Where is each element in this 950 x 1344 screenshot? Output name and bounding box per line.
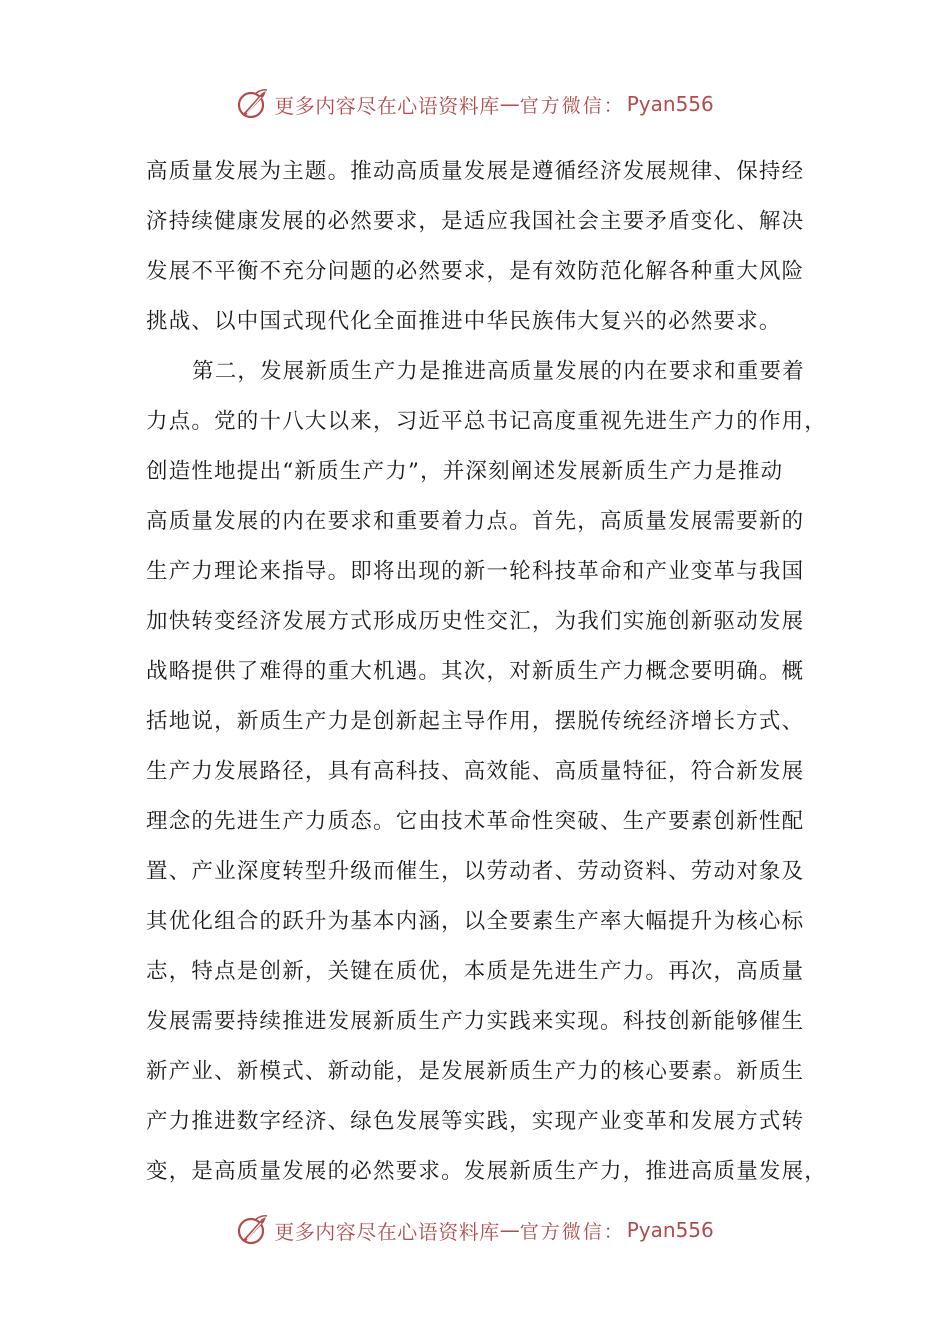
text-line: 置、产业深度转型升级而催生，以劳动者、劳动资料、劳动对象及 bbox=[146, 859, 805, 884]
header-banner-text: 更多内容尽在心语资料库 bbox=[274, 93, 500, 118]
text-line: 高质量发展的内在要求和重要着力点。首先，高质量发展需要新的 bbox=[146, 509, 805, 534]
text-line: 其优化组合的跃升为基本内涵，以全要素生产率大幅提升为核心标 bbox=[146, 909, 805, 934]
quill-logo-icon bbox=[236, 87, 270, 121]
text-line: 括地说，新质生产力是创新起主导作用，摆脱传统经济增长方式、 bbox=[146, 709, 805, 734]
text-line: 高质量发展为主题。推动高质量发展是遵循经济发展规律、保持经 bbox=[146, 159, 805, 184]
text-line: 生产力发展路径，具有高科技、高效能、高质量特征，符合新发展 bbox=[146, 759, 805, 784]
text-line: 加快转变经济发展方式形成历史性交汇，为我们实施创新驱动发展 bbox=[146, 609, 805, 634]
header-banner-wechat-id: Pyan556 bbox=[626, 92, 714, 116]
text-line: 生产力理论来指导。即将出现的新一轮科技革命和产业变革与我国 bbox=[146, 559, 805, 584]
text-line: 挑战、以中国式现代化全面推进中华民族伟大复兴的必然要求。 bbox=[146, 309, 782, 334]
paragraph-start-line: 第二，发展新质生产力是推进高质量发展的内在要求和重要着 bbox=[192, 359, 805, 384]
text-line: 创造性地提出“新质生产力”，并深刻阐述发展新质生产力是推动 bbox=[146, 459, 784, 484]
footer-banner bbox=[0, 1208, 950, 1252]
quill-logo-icon bbox=[236, 1213, 270, 1247]
footer-banner-wechat-id: Pyan556 bbox=[626, 1218, 714, 1242]
document-body bbox=[146, 147, 828, 1197]
text-line: 战略提供了难得的重大机遇。其次，对新质生产力概念要明确。概 bbox=[146, 659, 805, 684]
text-line: 理念的先进生产力质态。它由技术革命性突破、生产要素创新性配 bbox=[146, 809, 805, 834]
footer-banner-text: 更多内容尽在心语资料库 bbox=[274, 1219, 500, 1244]
header-banner bbox=[0, 82, 950, 126]
text-line: 力点。党的十八大以来，习近平总书记高度重视先进生产力的作用， bbox=[146, 409, 828, 434]
text-line: 济持续健康发展的必然要求，是适应我国社会主要矛盾变化、解决 bbox=[146, 209, 805, 234]
footer-banner-separator: — bbox=[499, 1218, 520, 1242]
text-line: 发展不平衡不充分问题的必然要求，是有效防范化解各种重大风险 bbox=[146, 259, 805, 284]
text-line: 变，是高质量发展的必然要求。发展新质生产力，推进高质量发展， bbox=[146, 1159, 828, 1184]
header-banner-separator: — bbox=[499, 92, 520, 116]
text-line: 志，特点是创新，关键在质优，本质是先进生产力。再次，高质量 bbox=[146, 959, 805, 984]
text-line: 产力推进数字经济、绿色发展等实践，实现产业变革和发展方式转 bbox=[146, 1109, 805, 1134]
text-line: 新产业、新模式、新动能，是发展新质生产力的核心要素。新质生 bbox=[146, 1059, 805, 1084]
header-banner-label: 官方微信： bbox=[519, 94, 625, 117]
text-line: 发展需要持续推进发展新质生产力实践来实现。科技创新能够催生 bbox=[146, 1009, 805, 1034]
footer-banner-label: 官方微信： bbox=[519, 1220, 625, 1243]
